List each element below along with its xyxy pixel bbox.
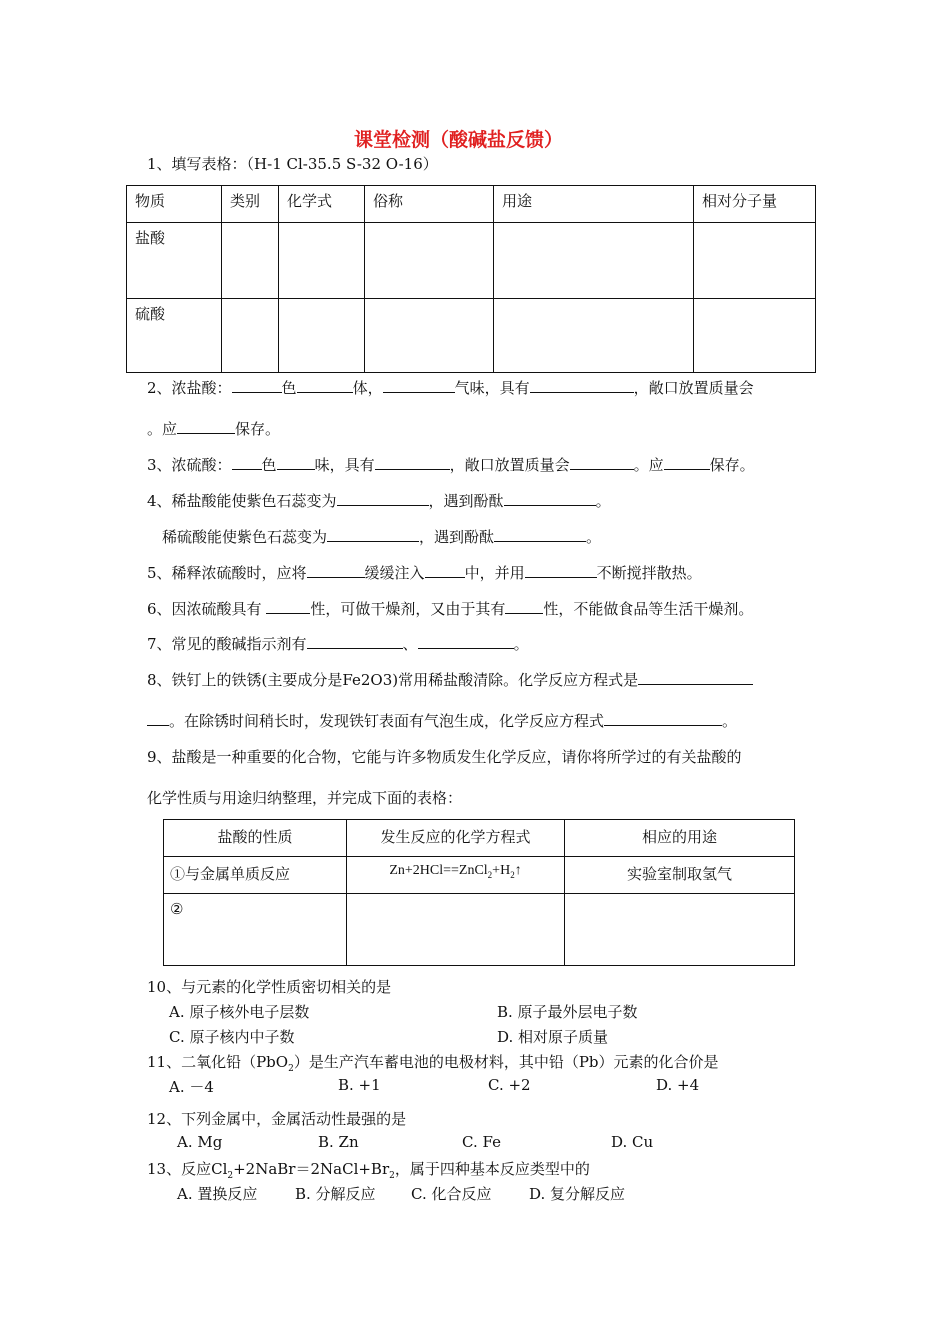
question-9-line2: 化学性质与用途归纳整理，并完成下面的表格：: [147, 789, 463, 807]
cell-blank[interactable]: [222, 299, 279, 373]
blank[interactable]: [232, 455, 262, 470]
question-11-option-a[interactable]: A. －4: [169, 1078, 214, 1096]
use-cell-1: 实验室制取氢气: [565, 857, 795, 894]
cell-blank[interactable]: [365, 299, 494, 373]
question-9-line1: 9、盐酸是一种重要的化合物，它能与许多物质发生化学反应，请你将所学过的有关盐酸的: [147, 748, 742, 766]
question-12-option-b[interactable]: B. Zn: [318, 1133, 359, 1151]
cell-blank[interactable]: [494, 299, 694, 373]
header-substance: 物质: [127, 186, 222, 223]
question-2-line2: 。应 保存。: [147, 420, 281, 438]
blank[interactable]: [383, 378, 455, 393]
question-10-option-d[interactable]: D. 相对原子质量: [497, 1028, 609, 1046]
blank[interactable]: [638, 670, 753, 685]
equation-cell-blank[interactable]: [347, 894, 565, 966]
question-10-stem: 10、与元素的化学性质密切相关的是: [147, 978, 392, 996]
page-title: 课堂检测（酸碱盐反馈）: [354, 129, 564, 151]
question-11-option-b[interactable]: B. +1: [338, 1076, 381, 1094]
header-common-name: 俗称: [365, 186, 494, 223]
blank[interactable]: [375, 455, 450, 470]
blank[interactable]: [266, 599, 310, 614]
question-12-stem: 12、下列金属中，金属活动性最强的是: [147, 1110, 407, 1128]
blank[interactable]: [277, 455, 315, 470]
question-3: 3、浓硫酸： 色 味，具有 ，敞口放置质量会 。应 保存。: [147, 456, 755, 474]
question-11-option-d[interactable]: D. +4: [656, 1076, 700, 1094]
equation-cell-1: $Zn+2HCl==ZnCl_2+H_2↑$: [347, 857, 565, 894]
blank[interactable]: [307, 563, 365, 578]
blank[interactable]: [494, 527, 586, 542]
use-cell-blank[interactable]: [565, 894, 795, 966]
blank[interactable]: [505, 599, 543, 614]
blank[interactable]: [337, 491, 429, 506]
question-12-option-c[interactable]: C. Fe: [462, 1133, 501, 1151]
blank[interactable]: [504, 491, 596, 506]
question-5: 5、稀释浓硫酸时，应将 缓缓注入 中，并用 不断搅拌散热。: [147, 564, 702, 582]
header-use: 用途: [494, 186, 694, 223]
cell-blank[interactable]: [694, 223, 816, 299]
cell-blank[interactable]: [365, 223, 494, 299]
header-molecular-mass: 相对分子量: [694, 186, 816, 223]
hcl-property-table: [163, 819, 795, 966]
cell-blank[interactable]: [694, 299, 816, 373]
question-1-stem: 1、填写表格：（H-1 Cl-35.5 S-32 O-16）: [147, 155, 438, 173]
blank[interactable]: [307, 634, 403, 649]
blank[interactable]: [525, 563, 597, 578]
question-12-option-a[interactable]: A. Mg: [177, 1133, 223, 1151]
question-8-line2: 。在除锈时间稍长时，发现铁钉表面有气泡生成，化学反应方程式 。: [147, 710, 737, 731]
blank[interactable]: [570, 455, 634, 470]
question-10-option-b[interactable]: B. 原子最外层电子数: [497, 1003, 638, 1021]
cell-blank[interactable]: [494, 223, 694, 299]
question-6: 6、因浓硫酸具有 性，可做干燥剂，又由于其有 性，不能做食品等生活干燥剂。: [147, 600, 754, 618]
blank[interactable]: [147, 711, 169, 726]
blank[interactable]: [177, 419, 235, 434]
substance-table: [126, 185, 816, 373]
blank[interactable]: [297, 378, 353, 393]
question-8-line1: 8、铁钉上的铁锈(主要成分是Fe2O3)常用稀盐酸清除。化学反应方程式是: [147, 669, 753, 690]
blank[interactable]: [232, 378, 282, 393]
question-7: 7、常见的酸碱指示剂有 、 。: [147, 635, 529, 653]
blank[interactable]: [418, 634, 514, 649]
header-formula: 化学式: [279, 186, 365, 223]
header-application: 相应的用途: [565, 820, 795, 857]
property-cell-2: ②: [164, 894, 347, 966]
question-4-line2: 稀硫酸能使紫色石蕊变为 ，遇到酚酞 。: [162, 528, 602, 546]
row-label-hcl: 盐酸: [127, 223, 222, 299]
header-category: 类别: [222, 186, 279, 223]
blank[interactable]: [530, 378, 634, 393]
question-13-option-a[interactable]: A. 置换反应: [177, 1185, 258, 1203]
question-11-stem: 11、二氧化铅（PbO$_2$）是生产汽车蓄电池的电极材料，其中铅（Pb）元素的化合价是: [147, 1053, 719, 1074]
cell-blank[interactable]: [279, 299, 365, 373]
header-equation: 发生反应的化学方程式: [347, 820, 565, 857]
row-label-h2so4: 硫酸: [127, 299, 222, 373]
question-2-line1: 2、浓盐酸： 色 体， 气味，具有 ，敞口放置质量会: [147, 379, 754, 397]
blank[interactable]: [604, 711, 722, 726]
question-11-option-c[interactable]: C. +2: [488, 1076, 531, 1094]
blank[interactable]: [327, 527, 419, 542]
blank[interactable]: [664, 455, 710, 470]
question-4-line1: 4、稀盐酸能使紫色石蕊变为 ，遇到酚酞 。: [147, 492, 611, 510]
cell-blank[interactable]: [279, 223, 365, 299]
blank[interactable]: [425, 563, 465, 578]
header-property: 盐酸的性质: [164, 820, 347, 857]
question-13-option-d[interactable]: D. 复分解反应: [529, 1185, 626, 1203]
question-13-stem: 13、反应$Cl_2+2NaBr=2NaCl+Br_2$，属于四种基本反应类型中的: [147, 1160, 590, 1181]
question-12-option-d[interactable]: D. Cu: [611, 1133, 654, 1151]
question-10-option-a[interactable]: A. 原子核外电子层数: [169, 1003, 310, 1021]
cell-blank[interactable]: [222, 223, 279, 299]
question-13-option-b[interactable]: B. 分解反应: [295, 1185, 376, 1203]
question-10-option-c[interactable]: C. 原子核内中子数: [169, 1028, 295, 1046]
question-13-option-c[interactable]: C. 化合反应: [411, 1185, 492, 1203]
property-cell-1: ①与金属单质反应: [164, 857, 347, 894]
